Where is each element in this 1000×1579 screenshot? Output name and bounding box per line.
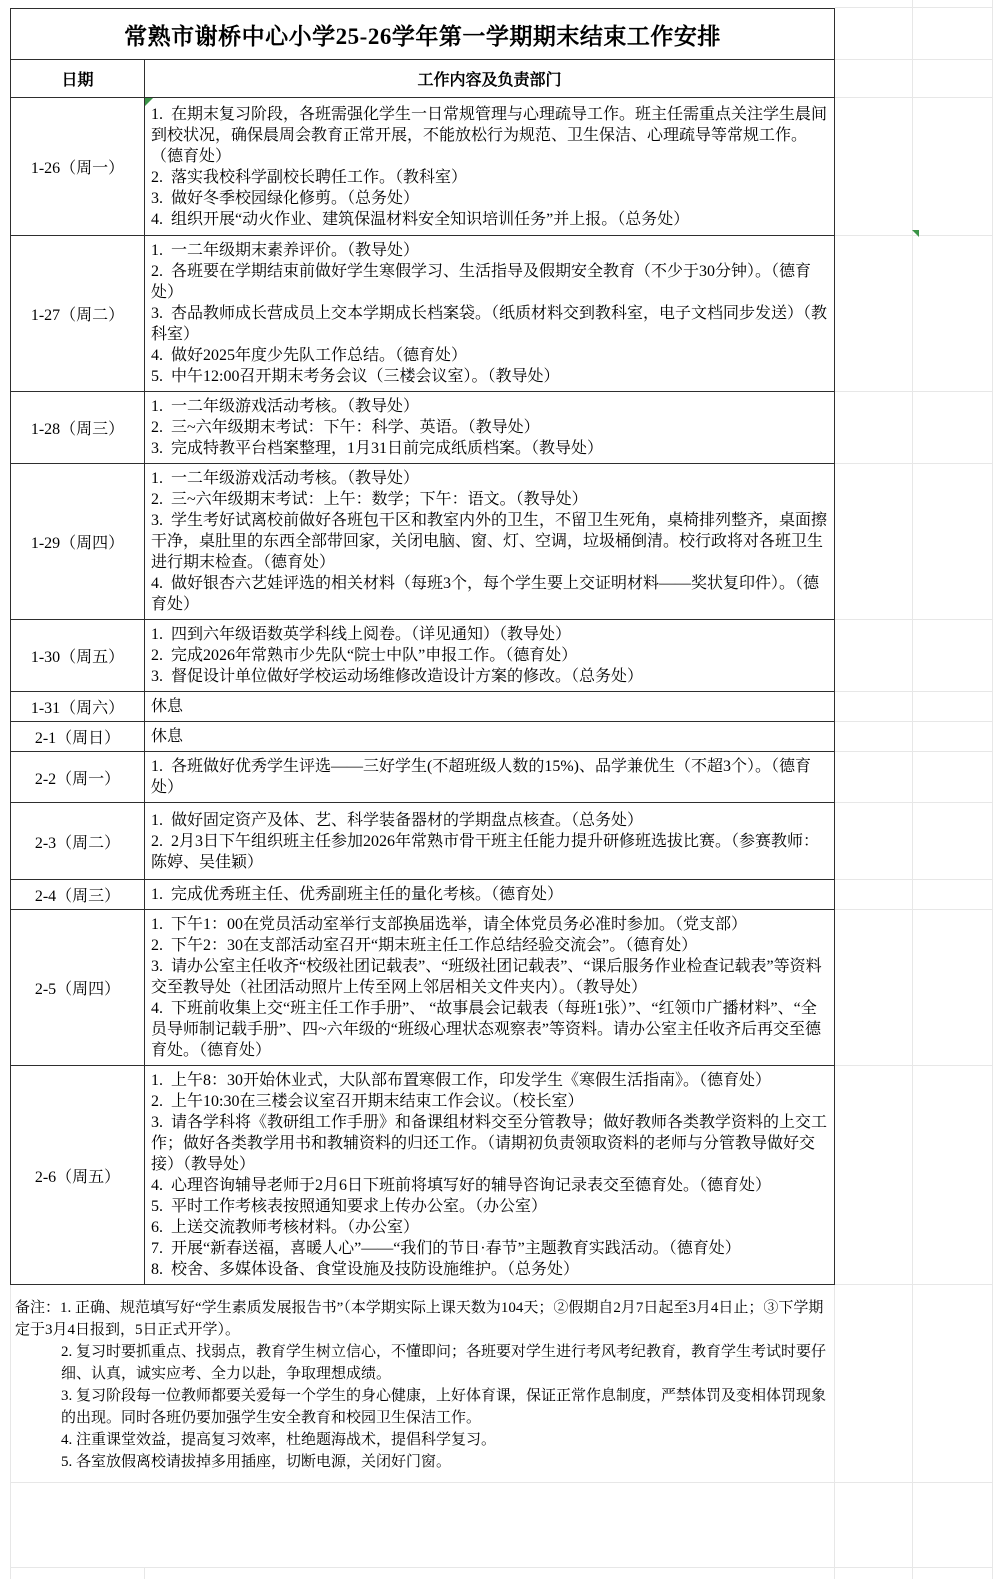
work-content-cell[interactable] bbox=[145, 236, 835, 392]
grid-cell-empty bbox=[835, 910, 913, 1066]
work-item: 2. 上午10:30在三楼会议室召开期末结束工作会议。（校长室） bbox=[151, 1093, 584, 1110]
grid-cell-empty bbox=[835, 98, 913, 236]
date-cell[interactable]: 1-30（周五） bbox=[10, 620, 145, 692]
grid-cell-empty bbox=[835, 1285, 913, 1483]
work-item: 7. 开展“新春送福，喜暖人心”——“我们的节日·春节”主题教育实践活动。（德育处） bbox=[151, 1240, 741, 1257]
note-line: 2. 复习时要抓重点、找弱点，教育学生树立信心，不懂即问；各班要对学生进行考风考纪教育，教育学生考试时要仔细、认真，诚实应考、全力以赴，争取理想成绩。 bbox=[61, 1344, 827, 1382]
work-item: 1. 上午8：30开始休业式，大队部布置寒假工作，印发学生《寒假生活指南》。（德育处） bbox=[151, 1072, 772, 1089]
work-item: 3. 学生考好试离校前做好各班包干区和教室内外的卫生，不留卫生死角，桌椅排列整齐，桌面擦干净，桌肚里的东西全部带回家，关闭电脑、窗、灯、空调，垃圾桶倒清。校行政将对各班卫生进行期末检查。（德育处） bbox=[151, 512, 828, 571]
cell-marker-icon bbox=[912, 230, 919, 237]
work-item: 3. 请各学科将《教研组工作手册》和备课组材料交至分管教导；做好教师各类教学资料的上交工作；做好各类教学用书和教辅资料的归还工作。（请期初负责领取资料的老师与分管教导做好交接）（教导处） bbox=[151, 1114, 828, 1173]
top-spacer bbox=[10, 0, 835, 8]
grid-cell-empty bbox=[913, 1568, 993, 1579]
work-item: 3. 督促设计单位做好学校运动场维修改造设计方案的修改。（总务处） bbox=[151, 668, 644, 685]
work-item: 2. 三~六年级期末考试：上午：数学；下午：语文。（教导处） bbox=[151, 491, 588, 508]
grid-cell-empty bbox=[913, 8, 993, 60]
grid-cell-empty bbox=[913, 620, 993, 692]
grid-cell-empty bbox=[835, 464, 913, 620]
table-row bbox=[0, 910, 1000, 1066]
work-item: 休息 bbox=[151, 698, 184, 715]
grid-cell-empty bbox=[913, 722, 993, 752]
table-row bbox=[0, 803, 1000, 880]
work-item: 2. 下午2：30在支部活动室召开“期末班主任工作总结经验交流会”。（德育处） bbox=[151, 937, 698, 954]
grid-cell-empty bbox=[835, 236, 913, 392]
work-item: 2. 三~六年级期末考试：下午：科学、英语。（教导处） bbox=[151, 419, 540, 436]
work-item: 3. 杏品教师成长营成员上交本学期成长档案袋。（纸质材料交到教科室，电子文档同步发送）（教科室） bbox=[151, 305, 828, 343]
work-content-cell[interactable] bbox=[145, 752, 835, 803]
grid-cell-empty bbox=[835, 8, 913, 60]
work-item: 1. 在期末复习阶段，各班需强化学生一日常规管理与心理疏导工作。班主任需重点关注学生晨间到校状况，确保晨周会教育正常开展，不能放松行为规范、卫生保洁、心理疏导等常规工作。（德育处） bbox=[151, 105, 828, 165]
date-cell[interactable]: 1-29（周四） bbox=[10, 464, 145, 620]
grid-cell-empty bbox=[913, 1483, 993, 1568]
grid-cell-empty bbox=[10, 1483, 835, 1568]
grid-cell-empty bbox=[913, 98, 993, 236]
work-item: 4. 下班前收集上交“班主任工作手册”、 “故事晨会记载表（每班1张）”、“红领巾广播材料”、“全员导师制记载手册”、四~六年级的“班级心理状态观察表”等资料。请办公室主任收齐后再交至德育处。（德育处） bbox=[151, 1000, 821, 1059]
work-content-cell[interactable] bbox=[145, 464, 835, 620]
work-content-cell[interactable] bbox=[145, 392, 835, 464]
work-item: 4. 组织开展“动火作业、建筑保温材料安全知识培训任务”并上报。（总务处） bbox=[151, 210, 690, 228]
top-margin-row bbox=[0, 0, 1000, 8]
table-row bbox=[0, 392, 1000, 464]
grid-cell-empty bbox=[913, 910, 993, 1066]
grid-cell-empty bbox=[835, 752, 913, 803]
grid-cell-empty bbox=[835, 0, 913, 8]
work-content-cell[interactable] bbox=[145, 722, 835, 752]
date-cell[interactable]: 2-2（周一） bbox=[10, 752, 145, 803]
header-row bbox=[0, 60, 1000, 98]
grid-cell-empty bbox=[913, 1066, 993, 1285]
table-row bbox=[0, 880, 1000, 910]
grid-cell-empty bbox=[913, 0, 993, 8]
note-line: 备注：1. 正确、规范填写好“学生素质发展报告书”（本学期实际上课天数为104天；②假期自2月7日起至3月4日止；③下学期定于3月4日报到，5日正式开学）。 bbox=[15, 1300, 824, 1338]
date-cell[interactable]: 1-28（周三） bbox=[10, 392, 145, 464]
grid-cell-empty bbox=[835, 392, 913, 464]
work-item: 3. 完成特教平台档案整理，1月31日前完成纸质档案。（教导处） bbox=[151, 440, 604, 457]
grid-cell-empty bbox=[913, 1285, 993, 1483]
date-cell[interactable]: 2-6（周五） bbox=[10, 1066, 145, 1285]
grid-cell-empty bbox=[835, 803, 913, 880]
grid-cell-empty bbox=[913, 60, 993, 98]
title-row bbox=[0, 8, 1000, 60]
table-row bbox=[0, 236, 1000, 392]
table-row bbox=[0, 98, 1000, 236]
work-item: 6. 上送交流教师考核材料。（办公室） bbox=[151, 1219, 420, 1236]
table-row bbox=[0, 620, 1000, 692]
work-content-cell[interactable] bbox=[145, 803, 835, 880]
work-item: 1. 各班做好优秀学生评选——三好学生(不超班级人数的15%)、品学兼优生（不超3个）。（德育处） bbox=[151, 758, 811, 796]
work-item: 1. 下午1：00在党员活动室举行支部换届选举，请全体党员务必准时参加。（党支部） bbox=[151, 916, 748, 933]
bottom-grid-rows bbox=[0, 1568, 1000, 1579]
work-content-cell[interactable] bbox=[145, 98, 835, 236]
work-content-cell[interactable] bbox=[145, 620, 835, 692]
date-cell[interactable]: 1-27（周二） bbox=[10, 236, 145, 392]
note-line: 5. 各室放假离校请拔掉多用插座，切断电源，关闭好门窗。 bbox=[61, 1454, 452, 1470]
work-item: 5. 平时工作考核表按照通知要求上传办公室。（办公室） bbox=[151, 1198, 548, 1215]
grid-cell-empty bbox=[913, 692, 993, 722]
work-item: 2. 完成2026年常熟市少先队“院士中队”申报工作。（德育处） bbox=[151, 647, 578, 664]
grid-cell-empty bbox=[835, 620, 913, 692]
grid-cell-empty bbox=[10, 1568, 145, 1579]
work-item: 2. 2月3日下午组织班主任参加2026年常熟市骨干班主任能力提升研修班选拔比赛。（参赛教师：陈婷、吴佳颖） bbox=[151, 832, 820, 871]
schedule-rows bbox=[0, 98, 1000, 1285]
work-item: 2. 各班要在学期结束前做好学生寒假学习、生活指导及假期安全教育（不少于30分钟）。（德育处） bbox=[151, 263, 812, 301]
grid-cell-empty bbox=[913, 392, 993, 464]
date-cell[interactable]: 2-5（周四） bbox=[10, 910, 145, 1066]
grid-cell-empty bbox=[835, 60, 913, 98]
date-cell[interactable]: 2-1（周日） bbox=[10, 722, 145, 752]
work-content-cell[interactable] bbox=[145, 692, 835, 722]
work-content-cell[interactable] bbox=[145, 880, 835, 910]
table-row bbox=[0, 752, 1000, 803]
date-cell[interactable]: 2-3（周二） bbox=[10, 803, 145, 880]
grid-cell-empty bbox=[835, 692, 913, 722]
work-item: 1. 四到六年级语数英学科线上阅卷。（详见通知）（教导处） bbox=[151, 626, 572, 643]
table-row bbox=[0, 1066, 1000, 1285]
work-content-cell[interactable] bbox=[145, 1066, 835, 1285]
grid-cell-empty bbox=[835, 722, 913, 752]
cell-comment-icon bbox=[145, 98, 153, 106]
empty-row bbox=[0, 1568, 1000, 1579]
grid-cell-empty bbox=[835, 1483, 913, 1568]
grid-cell-empty bbox=[913, 464, 993, 620]
work-item: 1. 做好固定资产及体、艺、科学装备器材的学期盘点核查。（总务处） bbox=[151, 811, 644, 829]
work-item: 5. 中午12:00召开期末考务会议（三楼会议室）。（教导处） bbox=[151, 368, 560, 385]
table-row bbox=[0, 692, 1000, 722]
note-line: 4. 注重课堂效益，提高复习效率，杜绝题海战术，提倡科学复习。 bbox=[61, 1432, 497, 1448]
page-title: 常熟市谢桥中心小学25-26学年第一学期期末结束工作安排 bbox=[10, 8, 835, 60]
date-cell[interactable]: 1-26（周一） bbox=[10, 98, 145, 236]
grid-cell-empty bbox=[913, 236, 993, 392]
table-row bbox=[0, 722, 1000, 752]
grid-cell-empty bbox=[913, 880, 993, 910]
date-cell[interactable]: 1-31（周六） bbox=[10, 692, 145, 722]
work-item: 1. 一二年级期末素养评价。（教导处） bbox=[151, 242, 420, 259]
work-item: 1. 完成优秀班主任、优秀副班主任的量化考核。（德育处） bbox=[151, 886, 564, 903]
work-content-cell[interactable] bbox=[145, 910, 835, 1066]
grid-cell-empty bbox=[835, 1568, 913, 1579]
work-item: 8. 校舍、多媒体设备、食堂设施及技防设施维护。（总务处） bbox=[151, 1261, 580, 1278]
note-line: 3. 复习阶段每一位教师都要关爱每一个学生的身心健康，上好体育课，保证正常作息制度，严禁体罚及变相体罚现象的出现。同时各班仍要加强学生安全教育和校园卫生保洁工作。 bbox=[61, 1388, 827, 1426]
work-item: 1. 一二年级游戏活动考核。（教导处） bbox=[151, 470, 420, 487]
table-row bbox=[0, 464, 1000, 620]
work-item: 休息 bbox=[151, 728, 184, 745]
grid-cell-empty bbox=[145, 1568, 835, 1579]
date-cell[interactable]: 2-4（周三） bbox=[10, 880, 145, 910]
work-item: 4. 做好银杏六艺娃评选的相关材料（每班3个，每个学生要上交证明材料——奖状复印件）。（德育处） bbox=[151, 575, 820, 613]
work-item: 3. 做好冬季校园绿化修剪。（总务处） bbox=[151, 189, 420, 207]
work-item: 4. 做好2025年度少先队工作总结。（德育处） bbox=[151, 347, 468, 364]
work-item: 2. 落实我校科学副校长聘任工作。（教科室） bbox=[151, 168, 468, 186]
notes-row bbox=[0, 1285, 1000, 1483]
grid-cell-empty bbox=[835, 880, 913, 910]
grid-cell-empty bbox=[913, 752, 993, 803]
work-item: 3. 请办公室主任收齐“校级社团记载表”、“班级社团记载表”、“课后服务作业检查记载表”等资料交至教导处（社团活动照片上传至网上邻居相关文件夹内）。（教导处） bbox=[151, 958, 822, 996]
column-header-date: 日期 bbox=[10, 60, 145, 98]
work-item: 4. 心理咨询辅导老师于2月6日下班前将填写好的辅导咨询记录表交至德育处。（德育处） bbox=[151, 1177, 772, 1194]
notes-cell[interactable] bbox=[10, 1285, 835, 1483]
empty-row bbox=[0, 1483, 1000, 1568]
grid-cell-empty bbox=[835, 1066, 913, 1285]
column-header-content: 工作内容及负责部门 bbox=[145, 60, 835, 98]
work-item: 1. 一二年级游戏活动考核。（教导处） bbox=[151, 398, 420, 415]
grid-cell-empty bbox=[913, 803, 993, 880]
